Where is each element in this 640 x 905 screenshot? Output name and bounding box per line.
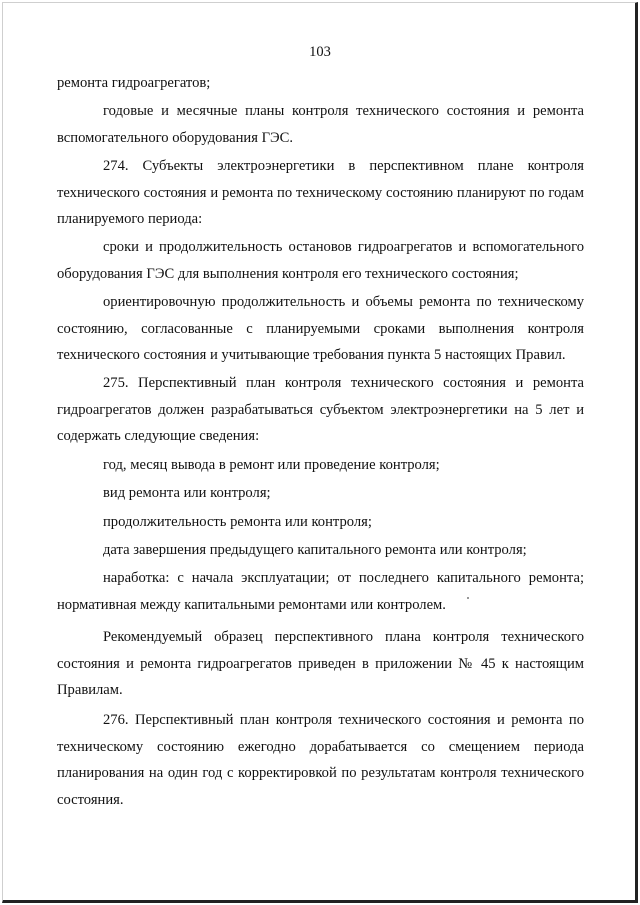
paragraph-3: 274. Субъекты электроэнергетики в перспективном плане контроля технического состояния и ремонта по техническому состоянию планируют по годам планируемого периода: bbox=[57, 158, 584, 228]
paragraph-6: 275. Перспективный план контроля технического состояния и ремонта гидроагрегатов должен разрабатываться субъектом электроэнергетики на 5 лет и содержать следующие сведения: bbox=[57, 375, 584, 445]
document-body bbox=[57, 70, 584, 813]
page-number: 103 bbox=[309, 44, 331, 60]
paragraph-12: Рекомендуемый образец перспективного плана контроля технического состояния и ремонта гидроагрегатов приведен в приложении № 45 к настоящим Правилам. bbox=[57, 629, 584, 698]
paragraph-10: дата завершения предыдущего капитального ремонта или контроля; bbox=[103, 541, 527, 558]
paragraph-11: наработка: с начала эксплуатации; от последнего капитального ремонта; нормативная между капитальными ремонтами или контролем. bbox=[57, 570, 584, 613]
paragraph-1: ремонта гидроагрегатов; bbox=[57, 75, 211, 91]
paragraph-4: сроки и продолжительность остановов гидроагрегатов и вспомогательного оборудования ГЭС для выполнения контроля его технического состояния; bbox=[57, 239, 584, 282]
paragraph-5: ориентировочную продолжительность и объемы ремонта по техническому состоянию, согласованные с планируемыми сроками выполнения контроля технического состояния и учитывающие требования пункта 5 настоящих Правил. bbox=[57, 294, 584, 364]
paragraph-7: год, месяц вывода в ремонт или проведение контроля; bbox=[103, 456, 440, 473]
scan-speck bbox=[467, 597, 469, 599]
paragraph-8: вид ремонта или контроля; bbox=[103, 485, 271, 502]
paragraph-13: 276. Перспективный план контроля технического состояния и ремонта по техническому состоянию ежегодно дорабатывается со смещением периода планирования на один год с корректировкой по результатам контроля технического состояния. bbox=[57, 712, 584, 808]
paragraph-2: годовые и месячные планы контроля технического состояния и ремонта вспомогательного оборудования ГЭС. bbox=[57, 103, 584, 146]
paragraph-9: продолжительность ремонта или контроля; bbox=[103, 513, 372, 530]
